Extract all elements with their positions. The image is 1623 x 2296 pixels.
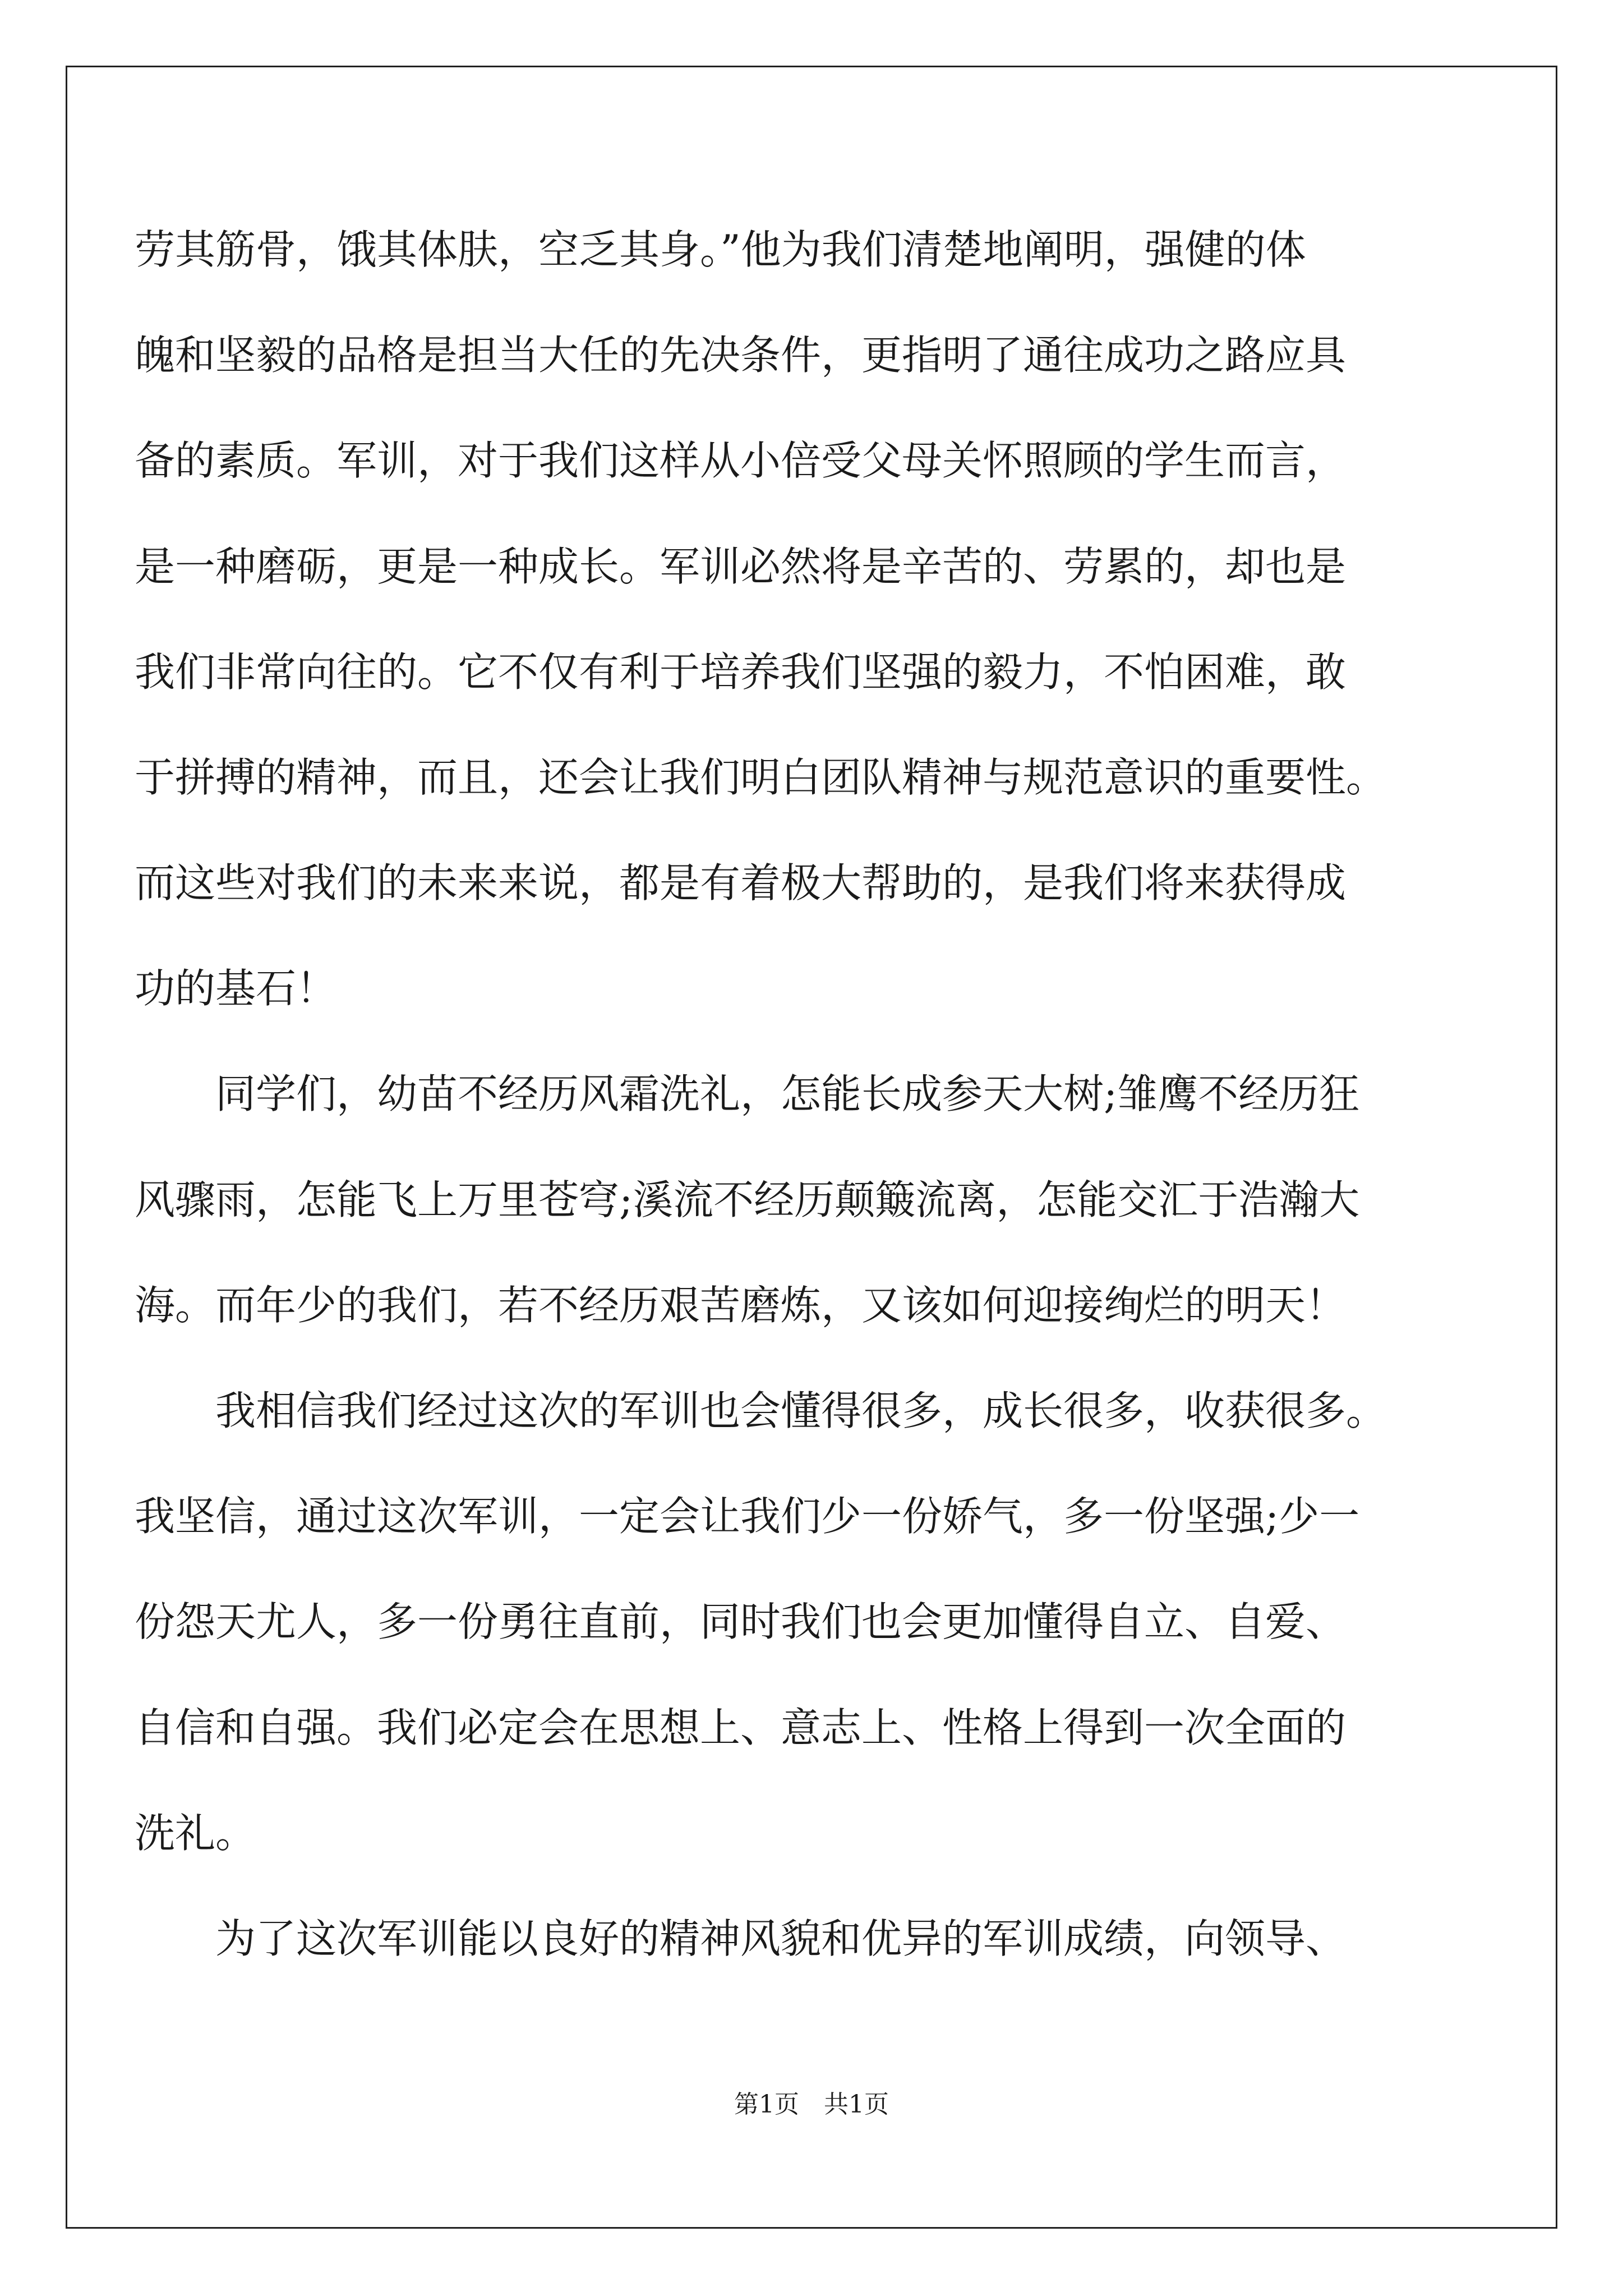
text-line: 洗礼。 — [135, 1810, 256, 1857]
text-line: 劳其筋骨，饿其体肤，空乏其身。”他为我们清楚地阐明，强健的体 — [135, 226, 1306, 273]
text-line: 我们非常向往的。它不仅有利于培养我们坚强的毅力，不怕困难，敢 — [135, 648, 1347, 696]
text-line: 自信和自强。我们必定会在思想上、意志上、性格上得到一次全面的 — [135, 1704, 1347, 1751]
text-line: 海。而年少的我们，若不经历艰苦磨炼，又该如何迎接绚烂的明天！ — [135, 1282, 1347, 1329]
text-line: 魄和坚毅的品格是担当大任的先决条件，更指明了通往成功之路应具 — [135, 332, 1347, 379]
text-line: 于拼搏的精神，而且，还会让我们明白团队精神与规范意识的重要性。 — [135, 754, 1387, 801]
text-line: 我坚信，通过这次军训，一定会让我们少一份娇气，多一份坚强;少一 — [135, 1493, 1360, 1540]
text-line: 功的基石！ — [135, 965, 337, 1012]
text-line: 为了这次军训能以良好的精神风貌和优异的军训成绩，向领导、 — [135, 1915, 1347, 1962]
page-number-footer: 第1页 共1页 — [734, 2090, 889, 2119]
text-line: 同学们，幼苗不经历风霜洗礼，怎能长成参天大树;雏鹰不经历狂 — [135, 1070, 1360, 1117]
text-line: 风骤雨，怎能飞上万里苍穹;溪流不经历颠簸流离，怎能交汇于浩瀚大 — [135, 1176, 1360, 1223]
text-line: 是一种磨砺，更是一种成长。军训必然将是辛苦的、劳累的，却也是 — [135, 543, 1347, 590]
page-border — [66, 66, 1557, 2229]
text-line: 而这些对我们的未来来说，都是有着极大帮助的，是我们将来获得成 — [135, 859, 1347, 907]
text-line: 份怨天尤人，多一份勇往直前，同时我们也会更加懂得自立、自爱、 — [135, 1598, 1347, 1645]
text-line: 备的素质。军训，对于我们这样从小倍受父母关怀照顾的学生而言， — [135, 437, 1347, 484]
text-line: 我相信我们经过这次的军训也会懂得很多，成长很多，收获很多。 — [135, 1387, 1387, 1434]
